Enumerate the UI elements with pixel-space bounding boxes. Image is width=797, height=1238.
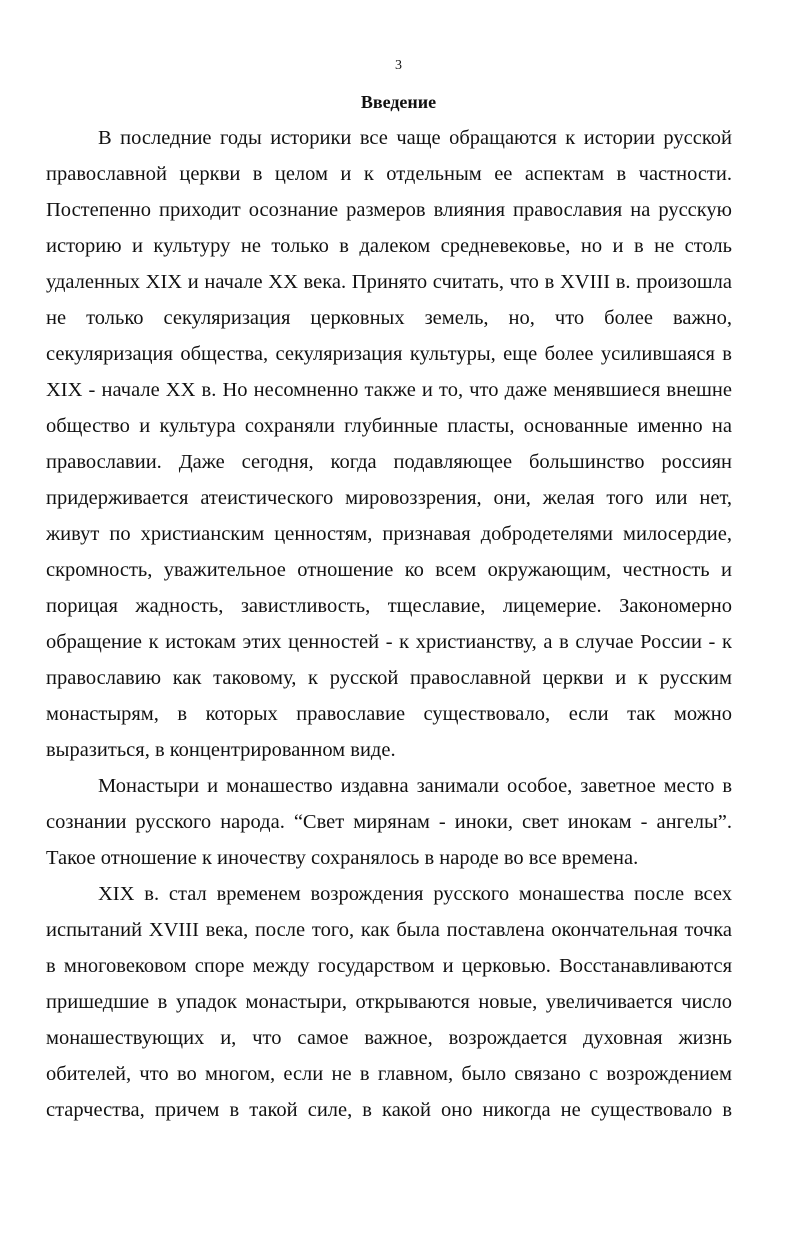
text-line: XIX - начале XX в. Но несомненно также и то, что даже менявшиеся внешне xyxy=(46,379,732,401)
text-line: обращение к истокам этих ценностей - к христианству, а в случае России - к xyxy=(46,631,732,653)
text-line: монастырям, в которых православие существовало, если так можно xyxy=(46,703,732,725)
document-body xyxy=(46,120,732,1128)
text-line: Такое отношение к иночеству сохранялось в народе во все времена. xyxy=(46,847,639,869)
text-line: православной церкви в целом и к отдельным ее аспектам в частности. xyxy=(46,163,732,185)
text-line: испытаний XVIII века, после того, как была поставлена окончательная точка xyxy=(46,919,732,941)
section-heading: Введение xyxy=(360,92,437,112)
text-line: скромность, уважительное отношение ко всем окружающим, честность и xyxy=(46,559,732,581)
paragraph-3 xyxy=(46,876,732,1128)
text-line: В последние годы историки все чаще обращаются к истории русской xyxy=(98,127,732,149)
text-line: старчества, причем в такой силе, в какой оно никогда не существовало в xyxy=(46,1099,732,1121)
text-line: историю и культуру не только в далеком средневековье, но и в не столь xyxy=(46,235,732,257)
text-line: монашествующих и, что самое важное, возрождается духовная жизнь xyxy=(46,1027,732,1049)
text-line: в многовековом споре между государством и церковью. Восстанавливаются xyxy=(46,955,732,977)
text-line: XIX в. стал временем возрождения русского монашества после всех xyxy=(98,883,732,905)
text-line: пришедшие в упадок монастыри, открываются новые, увеличивается число xyxy=(46,991,732,1013)
text-line: Постепенно приходит осознание размеров влияния православия на русскую xyxy=(46,199,732,221)
text-line: выразиться, в концентрированном виде. xyxy=(46,739,396,761)
text-line: не только секуляризация церковных земель, но, что более важно, xyxy=(46,307,732,329)
text-line: обителей, что во многом, если не в главном, было связано с возрождением xyxy=(46,1063,732,1085)
page-number: 3 xyxy=(395,58,402,73)
paragraph-2 xyxy=(46,768,732,876)
text-line: сознании русского народа. “Свет мирянам - иноки, свет инокам - ангелы”. xyxy=(46,811,732,833)
text-line: порицая жадность, завистливость, тщеславие, лицемерие. Закономерно xyxy=(46,595,732,617)
text-line: живут по христианским ценностям, признавая добродетелями милосердие, xyxy=(46,523,732,545)
paragraph-1 xyxy=(46,120,732,768)
text-line: православию как таковому, к русской православной церкви и к русским xyxy=(46,667,732,689)
text-line: секуляризация общества, секуляризация культуры, еще более усилившаяся в xyxy=(46,343,732,365)
text-line: Монастыри и монашество издавна занимали особое, заветное место в xyxy=(98,775,732,797)
text-line: православии. Даже сегодня, когда подавляющее большинство россиян xyxy=(46,451,732,473)
text-line: общество и культура сохраняли глубинные пласты, основанные именно на xyxy=(46,415,732,437)
text-line: придерживается атеистического мировоззрения, они, желая того или нет, xyxy=(46,487,732,509)
text-line: удаленных XIX и начале XX века. Принято считать, что в XVIII в. произошла xyxy=(46,271,732,293)
